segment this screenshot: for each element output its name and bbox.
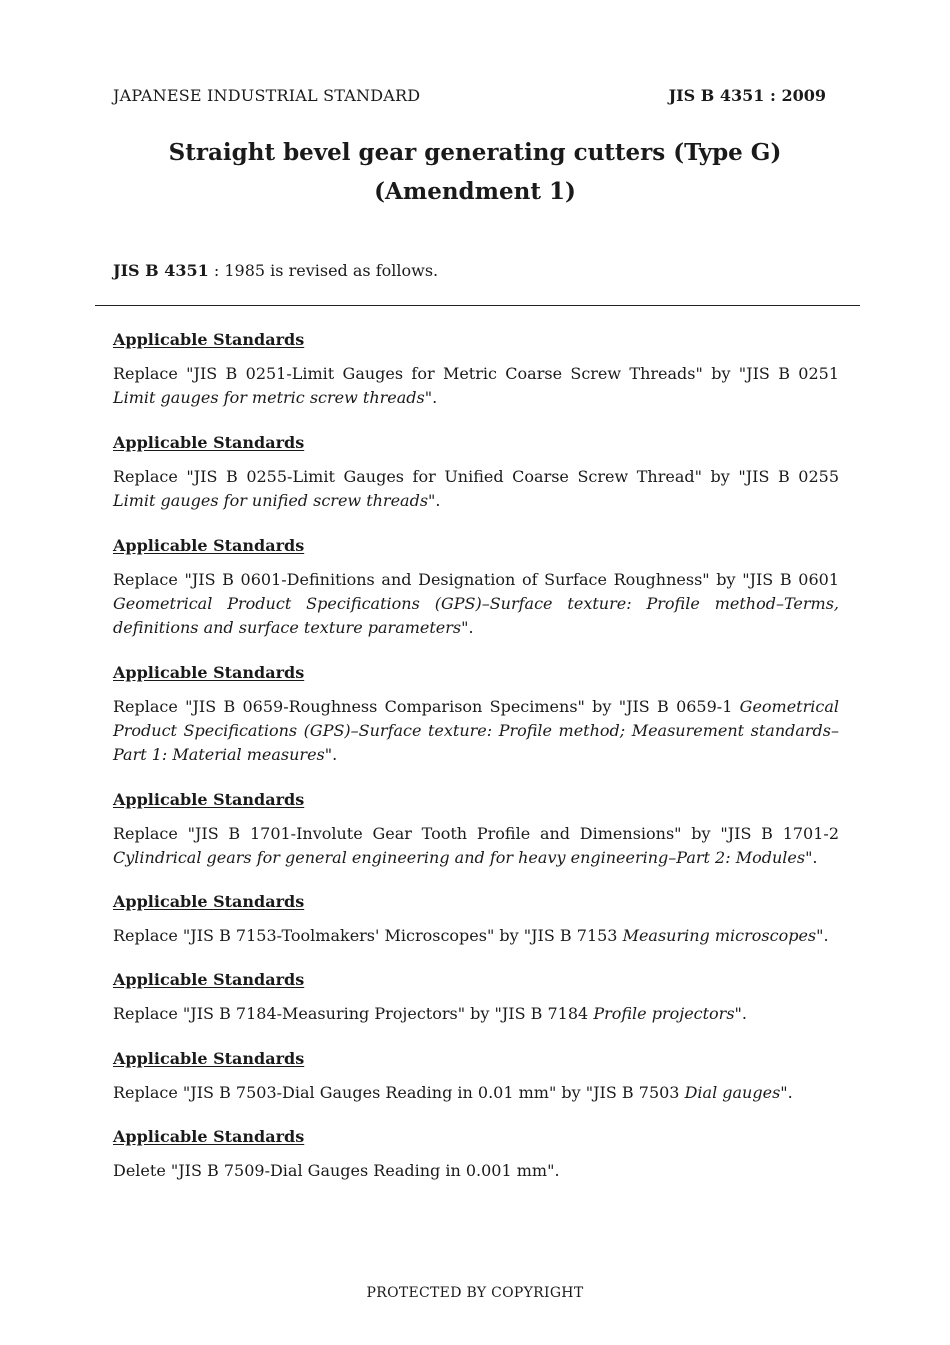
amendment-item — [113, 661, 839, 788]
amendment-list — [113, 328, 839, 1183]
title-line-1: Straight bevel gear generating cutters (Type G) — [168, 139, 782, 166]
section-body — [113, 924, 839, 948]
section-body — [113, 1081, 839, 1105]
body-text: Replace "JIS B 0659-Roughness Comparison Specimens" by "JIS B 0659-1 — [113, 697, 740, 716]
body-suffix: ". — [424, 388, 438, 407]
section-body — [113, 568, 839, 640]
standard-title: Cylindrical gears for general engineering and for heavy engineering–Part 2: Modules — [113, 848, 806, 867]
section-heading: Applicable Standards — [113, 790, 305, 809]
body-text: Replace "JIS B 0255-Limit Gauges for Unified Coarse Screw Thread" by "JIS B 0255 — [113, 467, 839, 486]
standard-number: JIS B 4351 : 2009 — [668, 86, 826, 105]
standard-title: Geometrical Product Specifications (GPS)–Surface texture: Profile method; Measurement standards–Part 1: Material measures — [113, 697, 839, 764]
amendment-item — [113, 534, 839, 661]
amendment-item — [113, 1047, 839, 1125]
standard-title: Dial gauges — [684, 1083, 781, 1102]
body-suffix: ". — [428, 491, 441, 510]
section-body — [113, 465, 839, 513]
section-heading: Applicable Standards — [113, 1049, 305, 1068]
title-line-2: (Amendment 1) — [374, 178, 576, 205]
amendment-item — [113, 1125, 839, 1183]
standard-title: Measuring microscopes — [622, 926, 817, 945]
body-suffix: ". — [816, 926, 829, 945]
standard-category: JAPANESE INDUSTRIAL STANDARD — [113, 86, 421, 105]
intro-code: JIS B 4351 — [113, 261, 209, 280]
section-body — [113, 695, 839, 767]
body-suffix: ". — [805, 848, 818, 867]
body-text: Replace "JIS B 7153-Toolmakers' Microscopes" by "JIS B 7153 — [113, 926, 623, 945]
body-text: Delete "JIS B 7509-Dial Gauges Reading in 0.001 mm". — [113, 1161, 560, 1180]
section-heading: Applicable Standards — [113, 892, 305, 911]
body-text: Replace "JIS B 7184-Measuring Projectors" by "JIS B 7184 — [113, 1004, 594, 1023]
copyright-notice: PROTECTED BY COPYRIGHT — [366, 1285, 584, 1301]
section-body — [113, 1159, 839, 1183]
body-suffix: ". — [324, 745, 338, 764]
section-body — [113, 362, 839, 410]
amendment-item — [113, 890, 839, 968]
body-text: Replace "JIS B 0601-Definitions and Designation of Surface Roughness" by "JIS B 0601 — [113, 570, 839, 589]
intro-statement — [113, 261, 438, 280]
section-heading: Applicable Standards — [113, 330, 305, 349]
section-heading: Applicable Standards — [113, 1127, 305, 1146]
body-text: Replace "JIS B 1701-Involute Gear Tooth Profile and Dimensions" by "JIS B 1701-2 — [113, 824, 839, 843]
standard-title: Geometrical Product Specifications (GPS)–Surface texture: Profile method–Terms, definitions and surface texture parameters — [113, 594, 839, 637]
body-text: Replace "JIS B 7503-Dial Gauges Reading in 0.01 mm" by "JIS B 7503 — [113, 1083, 685, 1102]
body-suffix: ". — [461, 618, 474, 637]
amendment-item — [113, 968, 839, 1047]
standard-title: Limit gauges for unified screw threads — [113, 491, 429, 510]
body-suffix: ". — [780, 1083, 793, 1102]
divider-line — [95, 305, 860, 306]
section-body — [113, 822, 839, 870]
amendment-item — [113, 788, 839, 890]
section-heading: Applicable Standards — [113, 433, 305, 452]
section-heading: Applicable Standards — [113, 663, 305, 682]
section-body — [113, 1002, 839, 1026]
section-heading: Applicable Standards — [113, 970, 305, 989]
body-text: Replace "JIS B 0251-Limit Gauges for Metric Coarse Screw Threads" by "JIS B 0251 — [113, 364, 839, 383]
standard-title: Profile projectors — [593, 1004, 735, 1023]
section-heading: Applicable Standards — [113, 536, 305, 555]
amendment-item — [113, 328, 839, 431]
document-title — [0, 133, 950, 211]
intro-text: : 1985 is revised as follows. — [208, 261, 439, 280]
body-suffix: ". — [734, 1004, 747, 1023]
standard-title: Limit gauges for metric screw threads — [113, 388, 425, 407]
amendment-item — [113, 431, 839, 534]
